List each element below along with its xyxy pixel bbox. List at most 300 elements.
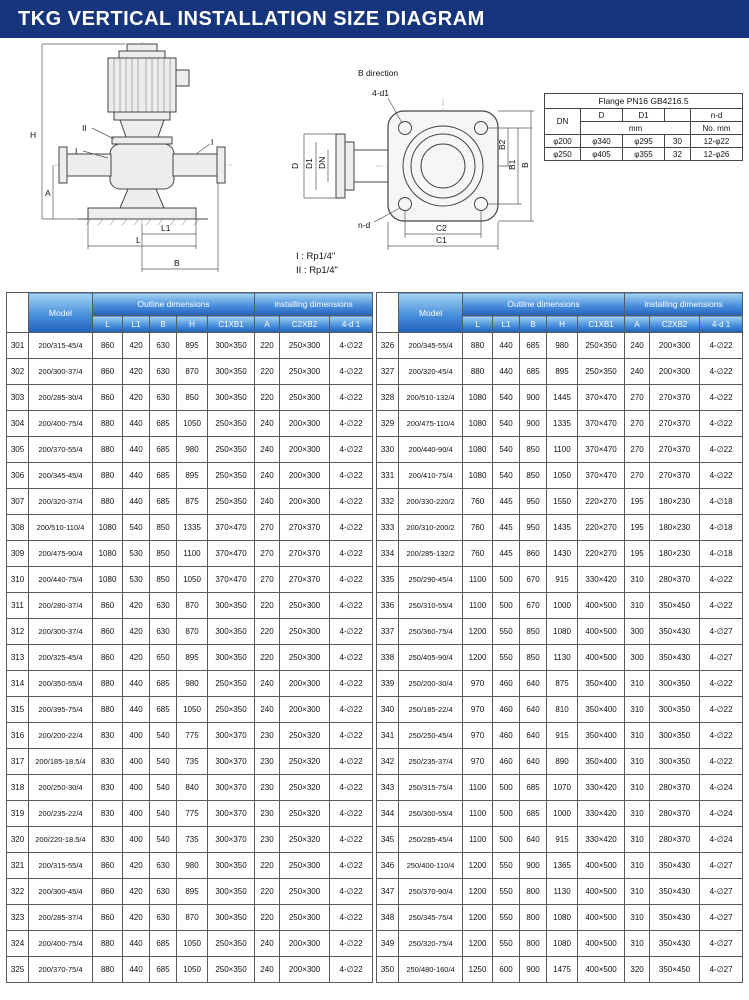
c1xb1-cell: 400×500	[578, 957, 625, 983]
model-cell: 200/220-18.5/4	[29, 827, 93, 853]
h-cell: 1445	[547, 385, 578, 411]
h-cell: 870	[177, 619, 208, 645]
table-row	[7, 645, 373, 671]
nd-cell: 12-φ22	[691, 135, 743, 148]
h-cell: 1050	[547, 463, 578, 489]
c1xb1-cell: 300×370	[208, 801, 255, 827]
c1xb1-cell: 300×350	[208, 879, 255, 905]
table-row	[7, 567, 373, 593]
c2xb2-cell: 200×300	[280, 671, 330, 697]
c2xb2-cell: 250×320	[280, 827, 330, 853]
row-number-cell: 317	[7, 749, 29, 775]
model-cell: 200/300-45/4	[29, 879, 93, 905]
dim-label-l1: L1	[161, 223, 171, 233]
d1-cell: φ355	[623, 148, 665, 161]
port-notes	[296, 250, 338, 278]
port-label-ii: II	[82, 123, 87, 133]
model-cell: 200/325-45/4	[29, 645, 93, 671]
b-cell: 800	[520, 879, 547, 905]
c2xb2-cell: 350×430	[650, 619, 700, 645]
dimension-table-right	[376, 292, 743, 983]
l1-cell: 440	[123, 671, 150, 697]
h-cell: 775	[177, 801, 208, 827]
c2xb2-cell: 200×300	[280, 489, 330, 515]
row-number-cell: 316	[7, 723, 29, 749]
model-cell: 200/350-55/4	[29, 671, 93, 697]
c2xb2-cell: 250×320	[280, 723, 330, 749]
h-cell: 1080	[547, 905, 578, 931]
l-cell: 1080	[93, 515, 123, 541]
c1xb1-cell: 250×350	[208, 697, 255, 723]
h-cell: 895	[177, 645, 208, 671]
a-cell: 310	[625, 567, 650, 593]
4d1-cell: 4-∅22	[330, 697, 373, 723]
corner-cell-right	[377, 293, 399, 333]
4d1-cell: 4-∅18	[700, 515, 743, 541]
a-cell: 230	[255, 775, 280, 801]
l1-cell: 540	[493, 437, 520, 463]
h-cell: 895	[547, 359, 578, 385]
l-cell: 860	[93, 333, 123, 359]
row-number-cell: 332	[377, 489, 399, 515]
model-cell: 250/480-160/4	[399, 957, 463, 983]
c1xb1-cell: 330×420	[578, 567, 625, 593]
c1xb1-cell: 220×270	[578, 541, 625, 567]
model-cell: 250/250-45/4	[399, 723, 463, 749]
c1xb1-cell: 250×350	[208, 931, 255, 957]
a-cell: 230	[255, 749, 280, 775]
4d1-cell: 4-∅27	[700, 905, 743, 931]
l-cell: 860	[93, 645, 123, 671]
l1-cell: 530	[123, 567, 150, 593]
model-cell: 200/510-110/4	[29, 515, 93, 541]
l1-cell: 530	[123, 541, 150, 567]
table-row	[7, 437, 373, 463]
b-cell: 900	[520, 411, 547, 437]
h-cell: 870	[177, 359, 208, 385]
b-cell: 640	[520, 827, 547, 853]
model-cell: 200/345-45/4	[29, 463, 93, 489]
l-cell: 970	[463, 723, 493, 749]
model-cell: 250/320-75/4	[399, 931, 463, 957]
table-row	[377, 723, 743, 749]
col-l-right: L	[463, 316, 493, 333]
table-row	[7, 879, 373, 905]
row-number-cell: 342	[377, 749, 399, 775]
h-cell: 980	[547, 333, 578, 359]
a-cell: 220	[255, 359, 280, 385]
model-cell: 250/315-75/4	[399, 775, 463, 801]
c1xb1-cell: 370×470	[578, 385, 625, 411]
4d1-cell: 4-∅22	[330, 463, 373, 489]
a-cell: 310	[625, 931, 650, 957]
4d1-cell: 4-∅22	[330, 879, 373, 905]
c2xb2-cell: 350×450	[650, 957, 700, 983]
model-cell: 200/250-30/4	[29, 775, 93, 801]
l1-cell: 550	[493, 853, 520, 879]
b-direction-label: B direction	[358, 68, 399, 78]
model-cell: 200/475-110/4	[399, 411, 463, 437]
table-row	[7, 593, 373, 619]
4d1-cell: 4-∅22	[330, 801, 373, 827]
flange-col-b	[665, 109, 691, 122]
l1-cell: 420	[123, 879, 150, 905]
l-cell: 1100	[463, 775, 493, 801]
4d1-cell: 4-∅22	[700, 437, 743, 463]
l-cell: 970	[463, 749, 493, 775]
model-header-right: Model	[399, 293, 463, 333]
c2xb2-cell: 250×300	[280, 853, 330, 879]
b-cell: 640	[520, 671, 547, 697]
a-cell: 310	[625, 697, 650, 723]
table-row	[7, 489, 373, 515]
a-cell: 310	[625, 905, 650, 931]
c2xb2-cell: 300×350	[650, 749, 700, 775]
a-cell: 270	[255, 567, 280, 593]
row-number-cell: 326	[377, 333, 399, 359]
l1-cell: 440	[493, 359, 520, 385]
dim-label-b2: B2	[497, 139, 507, 150]
a-cell: 195	[625, 541, 650, 567]
l-cell: 860	[93, 905, 123, 931]
b-cell: 860	[520, 541, 547, 567]
a-cell: 240	[255, 931, 280, 957]
c2xb2-cell: 250×300	[280, 385, 330, 411]
c2xb2-cell: 200×300	[280, 957, 330, 983]
row-number-cell: 340	[377, 697, 399, 723]
table-row	[7, 333, 373, 359]
l1-cell: 550	[493, 905, 520, 931]
h-cell: 1050	[177, 567, 208, 593]
a-cell: 270	[625, 437, 650, 463]
c2xb2-cell: 350×430	[650, 931, 700, 957]
dim-label-c1: C1	[436, 235, 447, 245]
l1-cell: 440	[123, 437, 150, 463]
b-cell: 540	[150, 801, 177, 827]
model-cell: 200/285-37/4	[29, 905, 93, 931]
l-cell: 830	[93, 749, 123, 775]
table-row	[377, 567, 743, 593]
table-row	[7, 515, 373, 541]
c2xb2-cell: 350×430	[650, 879, 700, 905]
a-cell: 195	[625, 515, 650, 541]
col-a-left: A	[255, 316, 280, 333]
row-number-cell: 346	[377, 853, 399, 879]
b-cell: 540	[150, 749, 177, 775]
h-cell: 915	[547, 723, 578, 749]
nd-cell: 12-φ26	[691, 148, 743, 161]
a-cell: 270	[255, 541, 280, 567]
model-cell: 200/370-75/4	[29, 957, 93, 983]
l1-cell: 420	[123, 385, 150, 411]
4d1-cell: 4-∅22	[700, 411, 743, 437]
a-cell: 230	[255, 723, 280, 749]
note-port-ii: II : Rp1/4"	[296, 265, 338, 276]
c1xb1-cell: 350×400	[578, 749, 625, 775]
c1xb1-cell: 370×470	[208, 515, 255, 541]
model-cell: 250/285-45/4	[399, 827, 463, 853]
table-row	[377, 801, 743, 827]
corner-cell-left	[7, 293, 29, 333]
c1xb1-cell: 400×500	[578, 905, 625, 931]
4d1-cell: 4-∅24	[700, 801, 743, 827]
b-cell: 685	[150, 697, 177, 723]
row-number-cell: 309	[7, 541, 29, 567]
row-number-cell: 329	[377, 411, 399, 437]
b-cell: 670	[520, 593, 547, 619]
4d1-cell: 4-∅22	[330, 775, 373, 801]
c2xb2-cell: 350×430	[650, 853, 700, 879]
table-row	[7, 931, 373, 957]
c1xb1-cell: 330×420	[578, 801, 625, 827]
c2xb2-cell: 250×300	[280, 593, 330, 619]
l-cell: 880	[93, 437, 123, 463]
l1-cell: 500	[493, 827, 520, 853]
table-row	[377, 333, 743, 359]
c1xb1-cell: 300×370	[208, 723, 255, 749]
col-b-right: B	[520, 316, 547, 333]
l-cell: 1080	[463, 385, 493, 411]
dim-label-h: H	[30, 130, 37, 140]
model-cell: 250/405-90/4	[399, 645, 463, 671]
c2xb2-cell: 180×230	[650, 541, 700, 567]
l-cell: 1200	[463, 905, 493, 931]
row-number-cell: 322	[7, 879, 29, 905]
b-cell: 950	[520, 489, 547, 515]
table-row	[7, 541, 373, 567]
model-cell: 200/410-75/4	[399, 463, 463, 489]
l1-cell: 440	[123, 463, 150, 489]
a-cell: 270	[255, 515, 280, 541]
h-cell: 1365	[547, 853, 578, 879]
l1-cell: 460	[493, 749, 520, 775]
d-cell: φ405	[581, 148, 623, 161]
l1-cell: 400	[123, 749, 150, 775]
l-cell: 860	[93, 593, 123, 619]
row-number-cell: 348	[377, 905, 399, 931]
b-cell: 685	[150, 931, 177, 957]
l1-cell: 420	[123, 645, 150, 671]
l-cell: 970	[463, 671, 493, 697]
4d1-cell: 4-∅22	[700, 385, 743, 411]
l-cell: 880	[463, 333, 493, 359]
c2xb2-cell: 200×300	[280, 463, 330, 489]
c1xb1-cell: 300×350	[208, 385, 255, 411]
a-cell: 240	[255, 697, 280, 723]
c1xb1-cell: 350×400	[578, 671, 625, 697]
b-cell: 850	[520, 619, 547, 645]
h-cell: 1050	[177, 931, 208, 957]
nd-callout: n-d	[358, 220, 371, 230]
row-number-cell: 308	[7, 515, 29, 541]
model-cell: 200/510-132/4	[399, 385, 463, 411]
a-cell: 220	[255, 905, 280, 931]
a-cell: 240	[625, 333, 650, 359]
model-cell: 250/345-75/4	[399, 905, 463, 931]
b-cell: 900	[520, 957, 547, 983]
row-number-cell: 320	[7, 827, 29, 853]
c1xb1-cell: 300×350	[208, 619, 255, 645]
a-cell: 230	[255, 801, 280, 827]
b-cell: 685	[520, 801, 547, 827]
h-cell: 1130	[547, 645, 578, 671]
h-cell: 875	[547, 671, 578, 697]
h-cell: 895	[177, 333, 208, 359]
table-row	[377, 749, 743, 775]
l1-cell: 500	[493, 775, 520, 801]
table-row	[377, 697, 743, 723]
model-cell: 200/330-220/2	[399, 489, 463, 515]
4d1-cell: 4-∅27	[700, 879, 743, 905]
h-cell: 850	[177, 385, 208, 411]
row-number-cell: 336	[377, 593, 399, 619]
c1xb1-cell: 370×470	[208, 567, 255, 593]
h-cell: 890	[547, 749, 578, 775]
row-number-cell: 319	[7, 801, 29, 827]
model-cell: 200/400-75/4	[29, 411, 93, 437]
table-row	[377, 515, 743, 541]
c2xb2-cell: 350×430	[650, 645, 700, 671]
row-number-cell: 303	[7, 385, 29, 411]
table-row	[377, 775, 743, 801]
h-cell: 1050	[177, 411, 208, 437]
table-row	[7, 905, 373, 931]
row-number-cell: 345	[377, 827, 399, 853]
c2xb2-cell: 270×370	[650, 463, 700, 489]
l1-cell: 550	[493, 879, 520, 905]
pump-outline-drawing	[26, 42, 261, 290]
table-row	[545, 148, 743, 161]
l-cell: 1100	[463, 567, 493, 593]
d1-cell: φ295	[623, 135, 665, 148]
b-cell: 640	[520, 723, 547, 749]
table-row	[377, 541, 743, 567]
row-number-cell: 324	[7, 931, 29, 957]
b-cell: 640	[520, 749, 547, 775]
a-cell: 220	[255, 593, 280, 619]
c2xb2-cell: 180×230	[650, 515, 700, 541]
model-cell: 200/280-37/4	[29, 593, 93, 619]
h-cell: 810	[547, 697, 578, 723]
c1xb1-cell: 300×370	[208, 827, 255, 853]
row-number-cell: 321	[7, 853, 29, 879]
4d1-cell: 4-∅22	[330, 905, 373, 931]
c2xb2-cell: 250×320	[280, 801, 330, 827]
l1-cell: 445	[493, 541, 520, 567]
diagram-section	[0, 38, 749, 290]
a-cell: 240	[255, 411, 280, 437]
installing-dimensions-header-left: installing dimensions	[255, 293, 373, 316]
h-cell: 1550	[547, 489, 578, 515]
c1xb1-cell: 350×400	[578, 697, 625, 723]
4d1-cell: 4-∅22	[330, 515, 373, 541]
h-cell: 980	[177, 671, 208, 697]
col-c1xb1-right: C1XB1	[578, 316, 625, 333]
flange-unit-mm: mm	[581, 122, 691, 135]
dim-label-b-right: B	[520, 162, 530, 168]
b-cell: 850	[150, 541, 177, 567]
table-row	[7, 853, 373, 879]
flange-col-nd: n-d	[691, 109, 743, 122]
4d1-cell: 4-∅22	[330, 671, 373, 697]
b-cell: 670	[520, 567, 547, 593]
c1xb1-cell: 300×350	[208, 645, 255, 671]
row-number-cell: 337	[377, 619, 399, 645]
h-cell: 915	[547, 827, 578, 853]
table-row	[377, 671, 743, 697]
table-row	[377, 905, 743, 931]
model-cell: 200/300-37/4	[29, 619, 93, 645]
l1-cell: 400	[123, 801, 150, 827]
h-cell: 1080	[547, 931, 578, 957]
l1-cell: 420	[123, 853, 150, 879]
a-cell: 220	[255, 333, 280, 359]
table-row	[377, 411, 743, 437]
col-l1-right: L1	[493, 316, 520, 333]
row-number-cell: 318	[7, 775, 29, 801]
a-cell: 220	[255, 619, 280, 645]
b-cell: 630	[150, 905, 177, 931]
l-cell: 760	[463, 541, 493, 567]
c1xb1-cell: 220×270	[578, 489, 625, 515]
row-number-cell: 323	[7, 905, 29, 931]
a-cell: 220	[255, 645, 280, 671]
a-cell: 310	[625, 853, 650, 879]
row-number-cell: 328	[377, 385, 399, 411]
table-row	[377, 593, 743, 619]
l1-cell: 500	[493, 801, 520, 827]
a-cell: 300	[625, 619, 650, 645]
c2xb2-cell: 280×370	[650, 775, 700, 801]
table-row	[7, 385, 373, 411]
b-cell: 685	[150, 411, 177, 437]
b-cell: 685	[150, 957, 177, 983]
model-cell: 250/200-30/4	[399, 671, 463, 697]
model-cell: 200/235-22/4	[29, 801, 93, 827]
l1-cell: 440	[123, 931, 150, 957]
c1xb1-cell: 400×500	[578, 593, 625, 619]
h-cell: 870	[177, 905, 208, 931]
c1xb1-cell: 250×350	[208, 463, 255, 489]
b-cell: 640	[520, 697, 547, 723]
table-row	[377, 931, 743, 957]
l-cell: 1100	[463, 593, 493, 619]
model-cell: 200/440-90/4	[399, 437, 463, 463]
model-cell: 200/310-200/2	[399, 515, 463, 541]
row-number-cell: 305	[7, 437, 29, 463]
c2xb2-cell: 270×370	[280, 515, 330, 541]
b-cell: 685	[520, 775, 547, 801]
c1xb1-cell: 300×350	[208, 333, 255, 359]
dim-label-dn: DN	[317, 156, 327, 169]
l-cell: 880	[93, 671, 123, 697]
table-row	[7, 801, 373, 827]
l-cell: 880	[463, 359, 493, 385]
h-cell: 775	[177, 723, 208, 749]
row-number-cell: 327	[377, 359, 399, 385]
table-row	[377, 437, 743, 463]
l-cell: 830	[93, 827, 123, 853]
dn-cell: φ250	[545, 148, 581, 161]
table-row	[377, 957, 743, 983]
a-cell: 220	[255, 853, 280, 879]
col-c2xb2-left: C2XB2	[280, 316, 330, 333]
c2xb2-cell: 250×300	[280, 905, 330, 931]
h-cell: 1080	[547, 619, 578, 645]
l1-cell: 540	[123, 515, 150, 541]
b-cell: 32	[665, 148, 691, 161]
a-cell: 230	[255, 827, 280, 853]
